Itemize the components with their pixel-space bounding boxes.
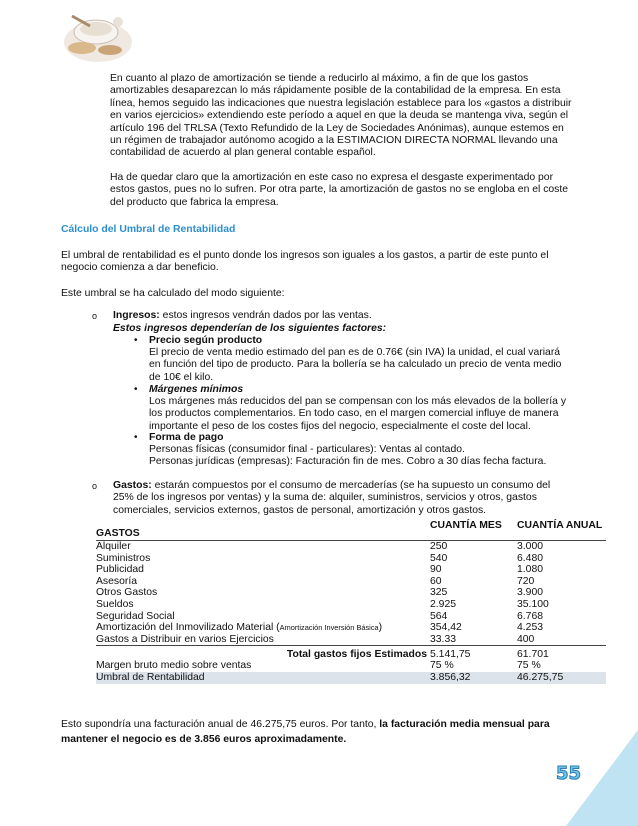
table-header-row — [96, 520, 606, 541]
row-month: 325 — [430, 587, 448, 599]
ingresos-item — [113, 310, 573, 322]
expenses-table — [96, 520, 606, 684]
header-month: CUANTÍA MES — [430, 520, 517, 541]
total-row — [96, 646, 606, 661]
factor-title-payment: Forma de pago — [149, 432, 224, 443]
conclusion-text: Esto supondría una facturación anual de 46.275,75 euros. Por tanto, — [61, 719, 380, 730]
gastos-text: estarán compuestos por el consumo de mercaderías (se ha supuesto un consumo del 25% de los ingresos por ventas) y la suma de: alquiler, suministros, servicios y otros, gastos comerciales, servicios externos, gastos de personal, amortización y otros gastos. — [113, 480, 551, 516]
gastos-item — [113, 480, 565, 517]
threshold-concept: Umbral de Rentabilidad — [96, 672, 430, 684]
row-concept: Asesoría — [96, 575, 138, 587]
factors-title: Estos ingresos dependerían de los siguientes factores: — [113, 323, 387, 334]
header-year: CUANTÍA ANUAL — [517, 520, 606, 541]
row-concept: Seguridad Social — [96, 610, 175, 622]
intro-paragraph-1: En cuanto al plazo de amortización se tiende a reducirlo al máximo, a fin de que los gastos amortizables desaparezcan lo más rápidamente posible de la contabilidad de la empresa. En esta línea, hemos seguido las indicaciones que nuestra legislación establece para los «gastos a distribuir en varios ejercicios» extendiendo este período a aquel en que la deuda se mantenga viva, según el artículo 196 del TRLSA (Texto Refundido de la Ley de Sociedades Anónimas), aunque estemos en un régimen de trabajador autónomo acogido a la ESTIMACION DIRECTA NORMAL llevando una contabilidad de acuerdo al plan general contable español. — [110, 73, 572, 159]
total-year: 61.701 — [517, 648, 549, 660]
factor-title-margins: Márgenes mínimos — [149, 384, 244, 395]
intro-paragraph-2: Ha de quedar claro que la amortización en este caso no expresa el desgaste experimentado por estos gastos, pues no lo sufren. Por otra parte, la amortización de gastos no se engloba en el coste del producto que fabrica la empresa. — [110, 172, 569, 208]
row-month: 540 — [430, 552, 448, 564]
margin-month: 75 % — [430, 660, 454, 672]
factor-payment-line-2: Personas jurídicas (empresas): Facturación fin de mes. Cobro a 30 días fecha factura. — [149, 456, 547, 467]
row-concept: Otros Gastos — [96, 587, 158, 599]
row-year: 400 — [517, 634, 606, 646]
factor-payment-line-1: Personas físicas (consumidor final - particulares): Ventas al contado. — [149, 444, 465, 455]
row-concept-end: ) — [378, 622, 383, 634]
bullet-marker: o — [92, 481, 98, 491]
bullet-dot: • — [134, 335, 138, 346]
row-concept-note: Amortización Inversión Básica — [279, 623, 379, 633]
bullet-dot: • — [134, 432, 138, 443]
table-row — [96, 599, 606, 611]
threshold-year: 46.275,75 — [517, 672, 606, 684]
row-concept — [96, 622, 430, 634]
page-number: 55 — [556, 763, 582, 784]
header-concept: GASTOS — [96, 520, 430, 541]
table-row — [96, 587, 606, 599]
section-title: Cálculo del Umbral de Rentabilidad — [61, 224, 236, 235]
conclusion-bold: la facturación media mensual para mantener el negocio es de 3.856 euros aproximadamente. — [61, 719, 550, 745]
threshold-month: 3.856,32 — [430, 672, 517, 684]
bakery-logo-image — [60, 2, 134, 66]
total-label: Total gastos fijos Estimados — [286, 648, 427, 660]
method-intro: Este umbral se ha calculado del modo siguiente: — [61, 288, 285, 299]
threshold-row — [96, 672, 606, 684]
row-year: 3.000 — [517, 541, 544, 552]
row-concept: Gastos a Distribuir en varios Ejercicios — [96, 634, 430, 646]
table-row — [96, 541, 606, 553]
factor-text-price: El precio de venta medio estimado del pan es de 0.76€ (sin IVA) la unidad, el cual variará en función del tipo de producto. Para la bollería se ha calculado un precio de venta medio de 10€ el kilo. — [149, 347, 562, 383]
ingresos-label: Ingresos: — [113, 310, 160, 321]
row-month: 250 — [430, 541, 448, 552]
row-month: 354,42 — [430, 622, 462, 634]
margin-row — [96, 660, 606, 672]
total-month: 5.141,75 — [430, 648, 471, 660]
table-row — [96, 611, 606, 623]
row-year: 720 — [517, 575, 535, 587]
table-row — [96, 622, 606, 634]
margin-concept: Margen bruto medio sobre ventas — [96, 660, 252, 672]
row-concept: Suministros — [96, 552, 151, 564]
table-row — [96, 634, 606, 646]
row-month: 60 — [430, 575, 442, 587]
table-row — [96, 553, 606, 565]
row-year: 1.080 — [517, 564, 544, 576]
row-year: 6.768 — [517, 610, 544, 622]
row-year: 3.900 — [517, 587, 544, 599]
gastos-label: Gastos: — [113, 480, 152, 491]
row-concept: Sueldos — [96, 598, 134, 610]
margin-year: 75 % — [517, 660, 541, 672]
factor-text-margins: Los márgenes más reducidos del pan se compensan con los más elevados de la bollería y los productos complementarios. En todo caso, en el margen comercial influye de manera importante el peso de los costes fijos del negocio, especialmente el coste del local. — [149, 396, 567, 432]
factor-title-price: Precio según producto — [149, 335, 263, 346]
bullet-marker: o — [92, 311, 98, 321]
row-year: 35.100 — [517, 598, 549, 610]
row-month: 90 — [430, 564, 442, 576]
row-month: 2.925 — [430, 598, 457, 610]
definition-paragraph: El umbral de rentabilidad es el punto donde los ingresos son iguales a los gastos, a partir de este punto el negocio comienza a dar beneficio. — [61, 250, 549, 274]
row-month: 33.33 — [430, 634, 517, 646]
bullet-dot: • — [134, 384, 138, 395]
conclusion-paragraph — [61, 717, 561, 747]
row-year: 6.480 — [517, 552, 544, 564]
table-row — [96, 576, 606, 588]
row-year: 4.253 — [517, 622, 544, 634]
row-concept: Publicidad — [96, 564, 144, 576]
ingresos-text: estos ingresos vendrán dados por las ventas. — [159, 310, 372, 321]
row-month: 564 — [430, 610, 448, 622]
row-concept-text: Amortización del Inmovilizado Material ( — [96, 622, 280, 634]
table-row — [96, 564, 606, 576]
row-concept: Alquiler — [96, 541, 131, 552]
